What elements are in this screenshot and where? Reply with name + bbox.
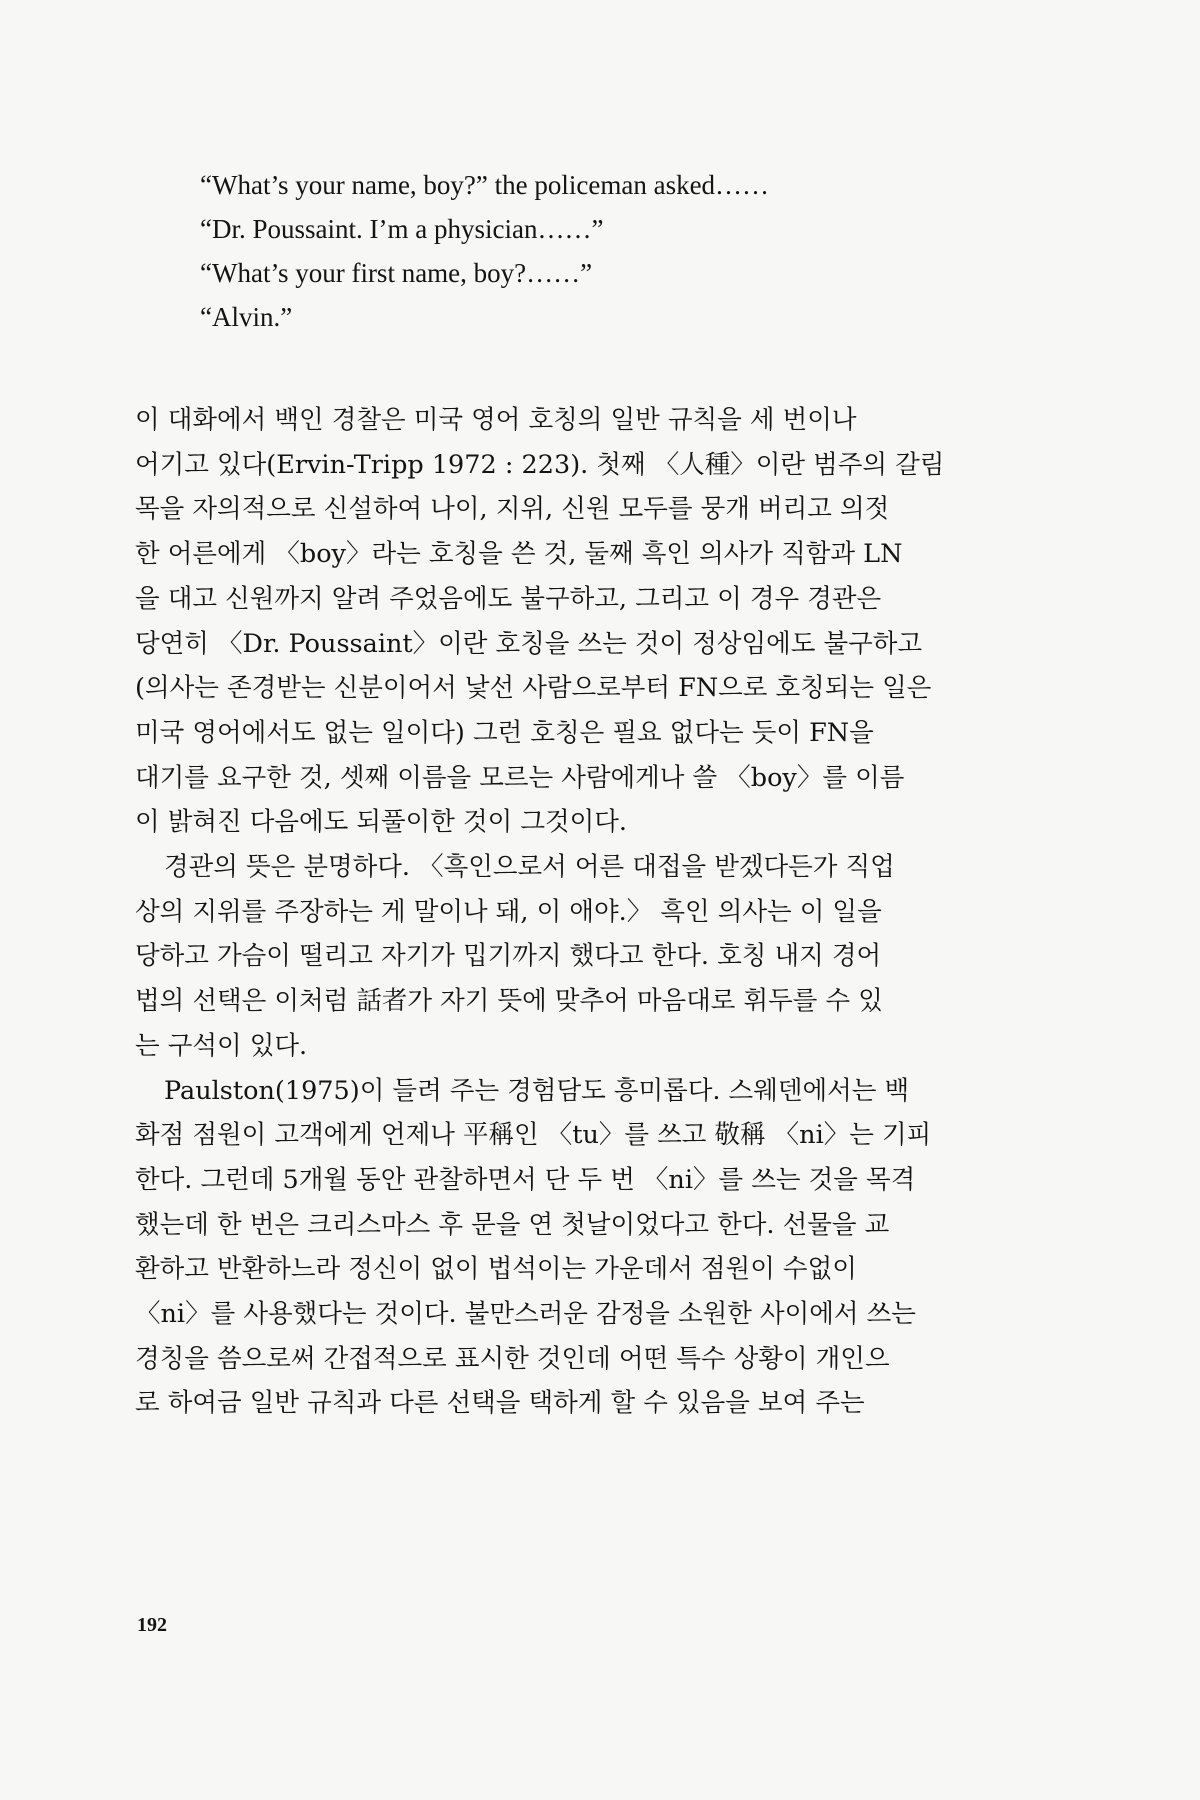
- paragraph-2: [135, 845, 1040, 1069]
- text-line: 대기를 요구한 것, 셋째 이름을 모르는 사람에게나 쓸 〈boy〉를 이름: [135, 762, 905, 793]
- text-line: 화점 점원이 고객에게 언제나 平稱인 〈tu〉를 쓰고 敬稱 〈ni〉는 기피: [135, 1120, 932, 1151]
- text-line: 경칭을 씀으로써 간접적으로 표시한 것인데 어떤 특수 상황이 개인으: [135, 1343, 890, 1374]
- text-line: 법의 선택은 이처럼 話者가 자기 뜻에 맞추어 마음대로 휘두를 수 있: [135, 986, 883, 1017]
- paragraph-3: [135, 1069, 1040, 1427]
- dialogue-line: “Alvin.”: [200, 302, 293, 332]
- text-line: 어기고 있다(Ervin-Tripp 1972 : 223). 첫째 〈人種〉이란 범주의 갈림: [135, 449, 945, 480]
- text-line: 한 어른에게 〈boy〉라는 호칭을 쓴 것, 둘째 흑인 의사가 직함과 LN: [135, 539, 903, 570]
- text-line: 당하고 가슴이 떨리고 자기가 밉기까지 했다고 한다. 호칭 내지 경어: [135, 941, 882, 972]
- dialogue-line: “What’s your name, boy?” the policeman asked……: [200, 170, 770, 200]
- dialogue-line: “What’s your first name, boy?……”: [200, 258, 593, 288]
- text-line: 했는데 한 번은 크리스마스 후 문을 연 첫날이었다고 한다. 선물을 교: [135, 1209, 890, 1240]
- text-line: 한다. 그런데 5개월 동안 관찰하면서 단 두 번 〈ni〉를 쓰는 것을 목격: [135, 1164, 916, 1195]
- text-line: 을 대고 신원까지 알려 주었음에도 불구하고, 그리고 이 경우 경관은: [135, 583, 882, 614]
- text-line: 환하고 반환하느라 정신이 없이 법석이는 가운데서 점원이 수없이: [135, 1254, 857, 1285]
- text-line: 이 대화에서 백인 경찰은 미국 영어 호칭의 일반 규칙을 세 번이나: [135, 405, 857, 435]
- text-line: 상의 지위를 주장하는 게 말이나 돼, 이 애야.〉 흑인 의사는 이 일을: [135, 896, 882, 927]
- text-line: 경관의 뜻은 분명하다. 〈흑인으로서 어른 대접을 받겠다든가 직업: [164, 852, 895, 883]
- text-line: 로 하여금 일반 규칙과 다른 선택을 택하게 할 수 있음을 보여 주는: [135, 1388, 865, 1419]
- paragraph-1: [135, 398, 1040, 845]
- page-number: 192: [137, 1614, 167, 1636]
- text-line: 당연히 〈Dr. Poussaint〉이란 호칭을 쓰는 것이 정상임에도 불구하고: [135, 628, 923, 659]
- text-line: 목을 자의적으로 신설하여 나이, 지위, 신원 모두를 뭉개 버리고 의젓: [135, 494, 890, 525]
- text-line: 이 밝혀진 다음에도 되풀이한 것이 그것이다.: [135, 807, 628, 838]
- text-line: 는 구석이 있다.: [135, 1030, 308, 1061]
- text-line: 미국 영어에서도 없는 일이다) 그런 호칭은 필요 없다는 듯이 FN을: [135, 717, 874, 748]
- text-line: 〈ni〉를 사용했다는 것이다. 불만스러운 감정을 소원한 사이에서 쓰는: [135, 1299, 916, 1330]
- dialogue-quote: [200, 163, 1060, 339]
- text-line: (의사는 존경받는 신분이어서 낯선 사람으로부터 FN으로 호칭되는 일은: [135, 673, 932, 704]
- body-text: [135, 398, 1040, 1426]
- dialogue-line: “Dr. Poussaint. I’m a physician……”: [200, 214, 604, 244]
- text-line: Paulston(1975)이 들려 주는 경험담도 흥미롭다. 스웨덴에서는 백: [164, 1075, 910, 1106]
